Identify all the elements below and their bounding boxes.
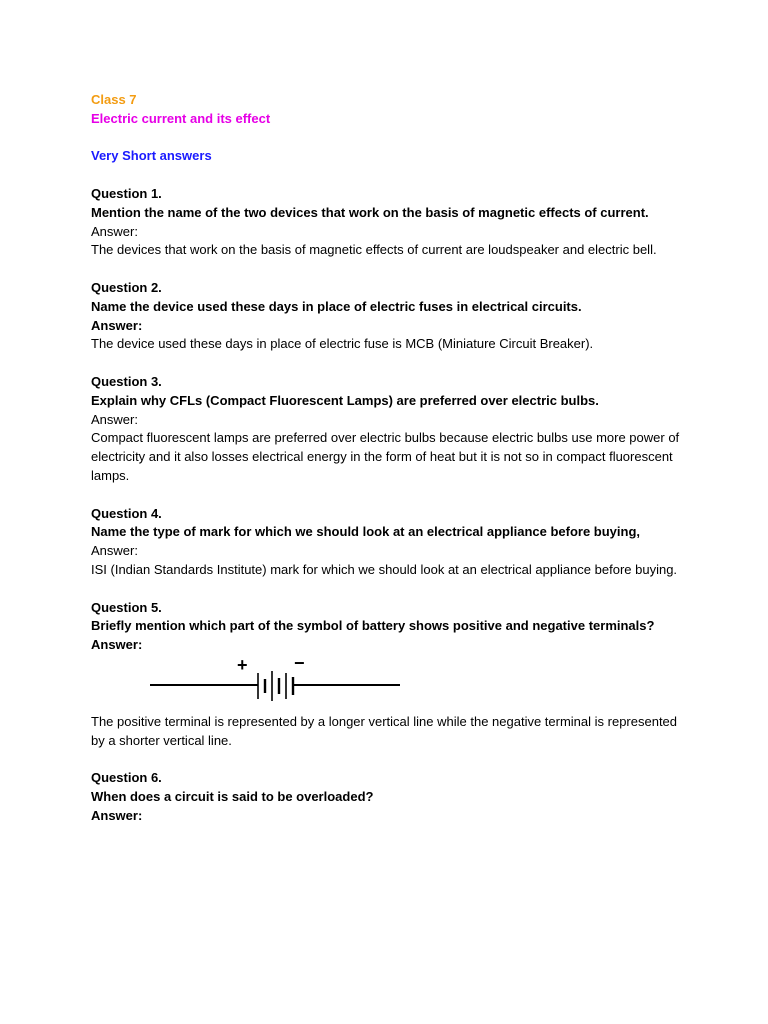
question-text: Explain why CFLs (Compact Fluorescent Lamps) are preferred over electric bulbs. <box>91 392 599 408</box>
section-title: Very Short answers <box>91 148 212 164</box>
question-text: Mention the name of the two devices that work on the basis of magnetic effects of current. <box>91 204 649 220</box>
question-text: Name the device used these days in place of electric fuses in electrical circuits. <box>91 298 582 314</box>
answer-label: Answer: <box>91 807 143 823</box>
answer-text: ISI (Indian Standards Institute) mark for which we should look at an electrical appliance before buying. <box>91 561 678 577</box>
question-block-6 <box>91 769 681 825</box>
question-text: Name the type of mark for which we should look at an electrical appliance before buying, <box>91 524 641 540</box>
question-block-1 <box>91 185 681 260</box>
answer-text: Compact fluorescent lamps are preferred over electric bulbs because electric bulbs use more power of electricity and it also losses electrical energy in the form of heat but it is not so in compact fluorescent lamps. <box>91 430 680 483</box>
answer-label: Answer: <box>91 317 143 333</box>
question-block-3 <box>91 373 681 486</box>
question-text: Briefly mention which part of the symbol of battery shows positive and negative terminals? <box>91 618 655 634</box>
question-block-5 <box>91 599 681 751</box>
question-block-4 <box>91 505 681 580</box>
document-page <box>91 91 681 826</box>
question-number: Question 3. <box>91 373 162 389</box>
answer-text: The devices that work on the basis of magnetic effects of current are loudspeaker and electric bell. <box>91 242 657 258</box>
question-number: Question 6. <box>91 770 162 786</box>
battery-symbol-diagram <box>91 655 681 713</box>
answer-label: Answer: <box>91 637 143 653</box>
answer-label: Answer: <box>91 411 138 427</box>
subject-title: Electric current and its effect <box>91 110 271 126</box>
answer-text: The device used these days in place of electric fuse is MCB (Miniature Circuit Breaker). <box>91 336 594 352</box>
question-text: When does a circuit is said to be overloaded? <box>91 789 374 805</box>
battery-symbol-icon <box>148 655 408 705</box>
class-label: Class 7 <box>91 92 137 107</box>
answer-text: The positive terminal is represented by a longer vertical line while the negative terminal is represented by a shorter vertical line. <box>91 713 678 748</box>
answer-label: Answer: <box>91 223 138 239</box>
question-number: Question 2. <box>91 279 162 295</box>
question-number: Question 4. <box>91 505 162 521</box>
question-number: Question 5. <box>91 599 162 615</box>
question-block-2 <box>91 279 681 354</box>
positive-sign: + <box>237 654 248 675</box>
negative-sign: − <box>294 654 305 673</box>
question-number: Question 1. <box>91 185 162 201</box>
answer-label: Answer: <box>91 543 138 559</box>
